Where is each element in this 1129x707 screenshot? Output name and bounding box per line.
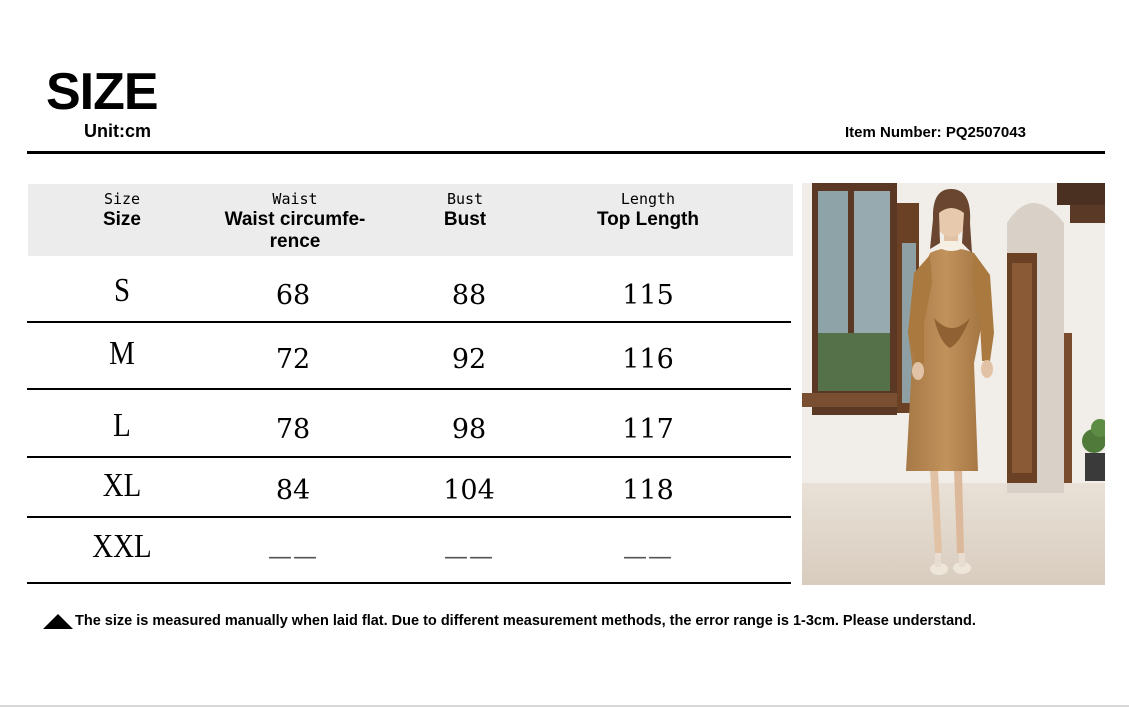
length-cell: 116 xyxy=(622,344,674,375)
item-number: Item Number: PQ2507043 xyxy=(845,124,1026,141)
row-divider xyxy=(27,388,791,390)
note-text: The size is measured manually when laid flat. Due to different measurement methods, the error range is 1-3cm. Please understand. xyxy=(75,613,976,629)
waist-cell: 68 xyxy=(275,280,311,311)
size-cell: L xyxy=(113,407,131,444)
bust-cell: 104 xyxy=(443,475,495,506)
bust-cell: 92 xyxy=(451,344,487,375)
column-header-waist-small: Waist xyxy=(272,190,318,208)
header-divider xyxy=(27,151,1105,154)
waist-cell: 72 xyxy=(275,344,311,375)
column-header-bust xyxy=(405,190,525,231)
waist-cell: —— xyxy=(268,542,318,570)
unit-label: Unit:cm xyxy=(84,121,151,141)
length-cell: 117 xyxy=(622,414,674,445)
size-cell: M xyxy=(109,335,135,372)
waist-cell: 78 xyxy=(275,414,311,445)
column-header-length-small: Length xyxy=(620,190,676,208)
column-header-bust-big: Bust xyxy=(443,209,487,230)
length-cell: 115 xyxy=(622,280,674,311)
length-cell: —— xyxy=(623,542,673,570)
column-header-waist xyxy=(215,190,375,253)
row-divider xyxy=(27,321,791,323)
column-header-size-big: Size xyxy=(102,209,142,230)
bust-cell: 88 xyxy=(451,280,487,311)
size-cell: XL xyxy=(102,467,142,504)
size-cell: S xyxy=(113,272,131,309)
row-divider xyxy=(27,582,791,584)
row-divider xyxy=(27,456,791,458)
model-photo xyxy=(802,183,1105,585)
measurement-note xyxy=(43,613,976,629)
size-cell: XXL xyxy=(92,528,152,565)
column-header-waist-big: Waist circumfe-rence xyxy=(224,209,366,252)
column-header-length xyxy=(578,190,718,231)
length-cell: 118 xyxy=(622,475,674,506)
column-header-size xyxy=(62,190,182,231)
bust-cell: 98 xyxy=(451,414,487,445)
triangle-icon xyxy=(43,614,73,629)
bust-cell: —— xyxy=(444,542,494,570)
row-divider xyxy=(27,516,791,518)
column-header-size-small: Size xyxy=(103,190,141,208)
page-title: SIZE xyxy=(46,63,158,121)
column-header-length-big: Top Length xyxy=(596,209,699,230)
waist-cell: 84 xyxy=(275,475,311,506)
column-header-bust-small: Bust xyxy=(446,190,484,208)
